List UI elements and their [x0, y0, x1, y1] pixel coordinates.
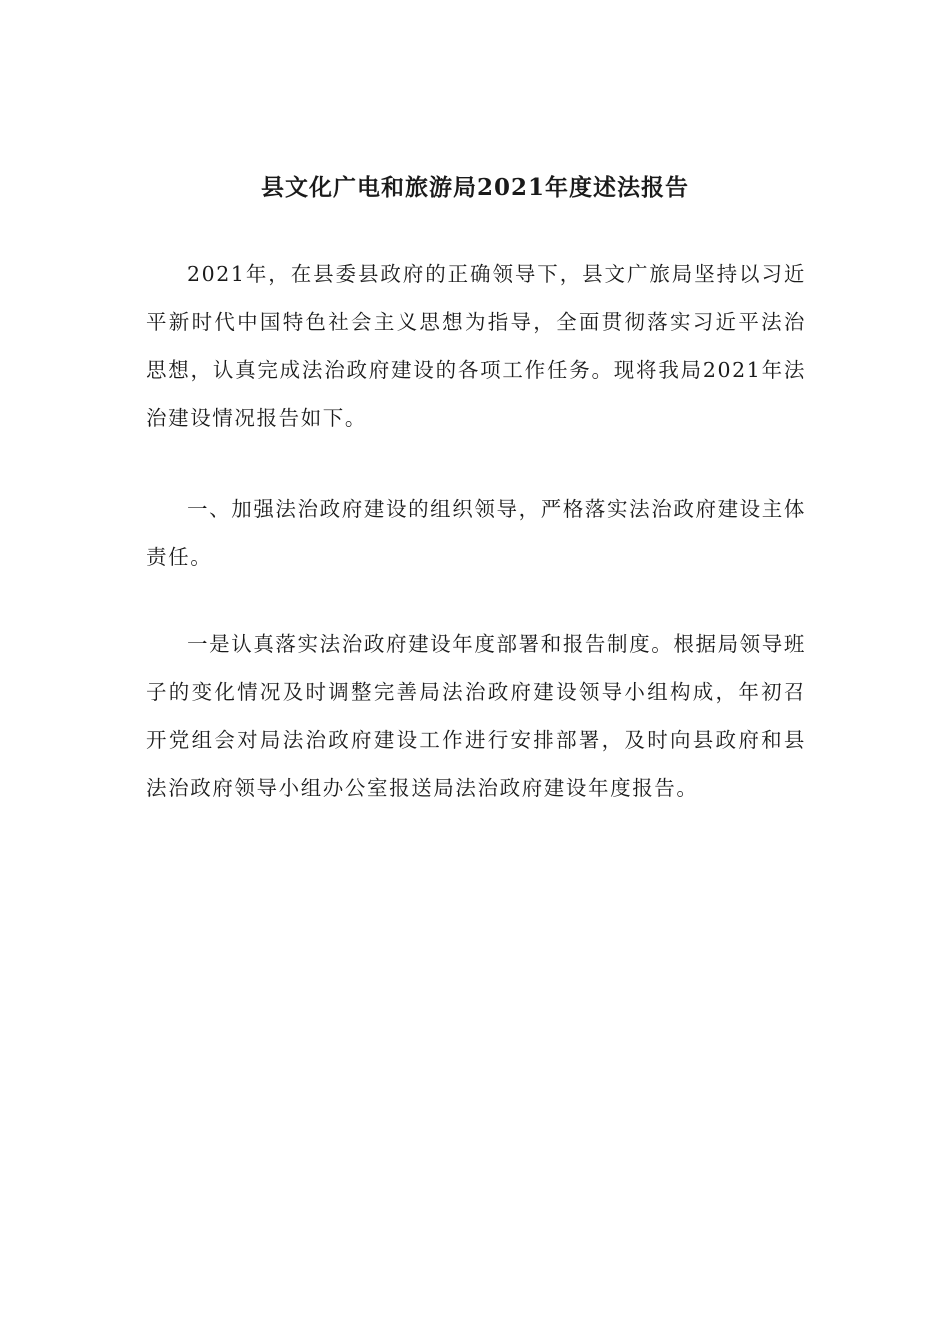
document-title: 县文化广电和旅游局2021年度述法报告	[260, 174, 689, 201]
section-heading-1: 一、加强法治政府建设的组织领导，严格落实法治政府建设主体责任。	[146, 497, 806, 569]
paragraph-item-1: 一是认真落实法治政府建设年度部署和报告制度。根据局领导班子的变化情况及时调整完善局法治政府建设领导小组构成，年初召开党组会对局法治政府建设工作进行安排部署，及时向县政府和县法治政府领导小组办公室报送局法治政府建设年度报告。	[146, 632, 806, 800]
paragraph-intro: 2021年，在县委县政府的正确领导下，县文广旅局坚持以习近平新时代中国特色社会主义思想为指导，全面贯彻落实习近平法治思想，认真完成法治政府建设的各项工作任务。现将我局2021年法治建设情况报告如下。	[146, 262, 806, 430]
